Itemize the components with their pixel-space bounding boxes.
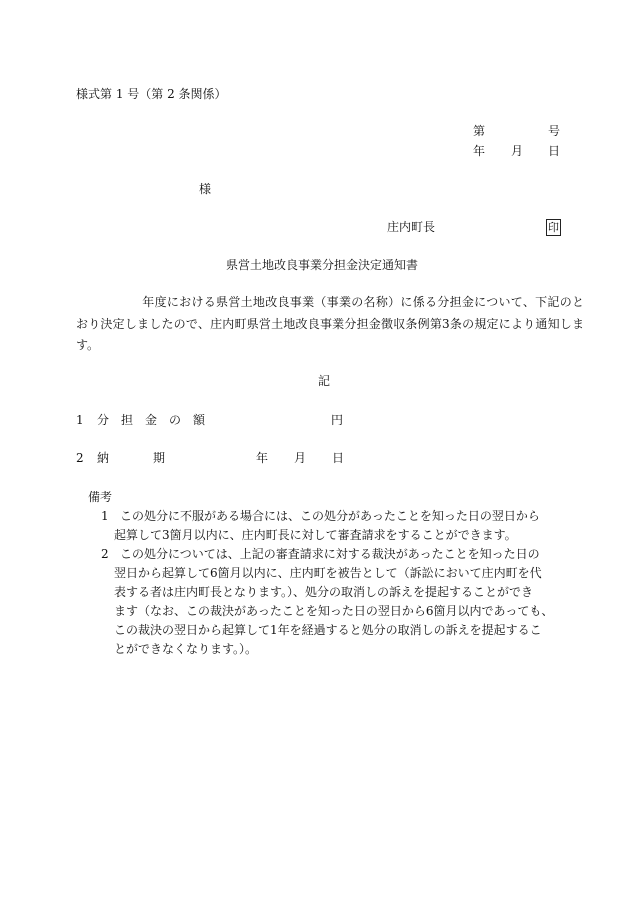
date-year: 年 [473,144,486,158]
item-1-unit: 円 [331,413,344,427]
item-1-label: 分 担 金 の 額 [97,413,206,427]
item-2-label-a: 納 [97,451,110,465]
note-2-line-6: とができなくなります。）。 [114,642,258,656]
note-2-line-2: 翌日から起算して6箇月以内に、庄内町を被告として（訴訟において庄内町を代 [114,566,542,580]
sender-title: 庄内町長 [387,220,436,234]
document-title: 県営土地改良事業分担金決定通知書 [226,258,419,272]
note-2-line-4: ます（なお、この裁決があったことを知った日の翌日から6箇月以内であっても、 [114,604,554,618]
item-2-month: 月 [294,451,307,465]
note-2-line-3: 表する者は庄内町長となります。）、処分の取消しの訴えを提起することができ [114,585,534,599]
note-1-line-2: 起算して3箇月以内に、庄内町長に対して審査請求をすることができます。 [114,528,517,542]
date-month: 月 [511,144,524,158]
note-2-number: 2 [101,547,109,561]
body-paragraph [76,292,584,357]
notes-heading: 備考 [88,490,113,504]
date-day: 日 [548,144,561,158]
body-text: 年度における県営土地改良事業（事業の名称）に係る分担金について、下記のとおり決定しましたので、庄内町県営土地改良事業分担金徴収条例第3条の規定により通知します。 [76,295,584,352]
item-2-label-b: 期 [153,451,166,465]
form-label: 様式第 1 号（第 2 条関係） [76,87,227,101]
ki-heading: 記 [318,374,331,388]
note-1-number: 1 [101,509,109,523]
number-suffix: 号 [548,124,561,138]
item-2-year: 年 [256,451,269,465]
seal-mark: 印 [548,221,559,234]
item-1-number: 1 [76,413,84,427]
item-2-number: 2 [76,451,84,465]
note-2-line-1: この処分については、上記の審査請求に対する裁決があったことを知った日の [120,547,540,561]
item-2-day: 日 [332,451,345,465]
note-2-line-5: この裁決の翌日から起算して1年を経過すると処分の取消しの訴えを提起するこ [114,623,542,637]
addressee-suffix: 様 [199,182,212,196]
number-prefix: 第 [473,124,486,138]
note-1-line-1: この処分に不服がある場合には、この処分があったことを知った日の翌日から [120,509,540,523]
